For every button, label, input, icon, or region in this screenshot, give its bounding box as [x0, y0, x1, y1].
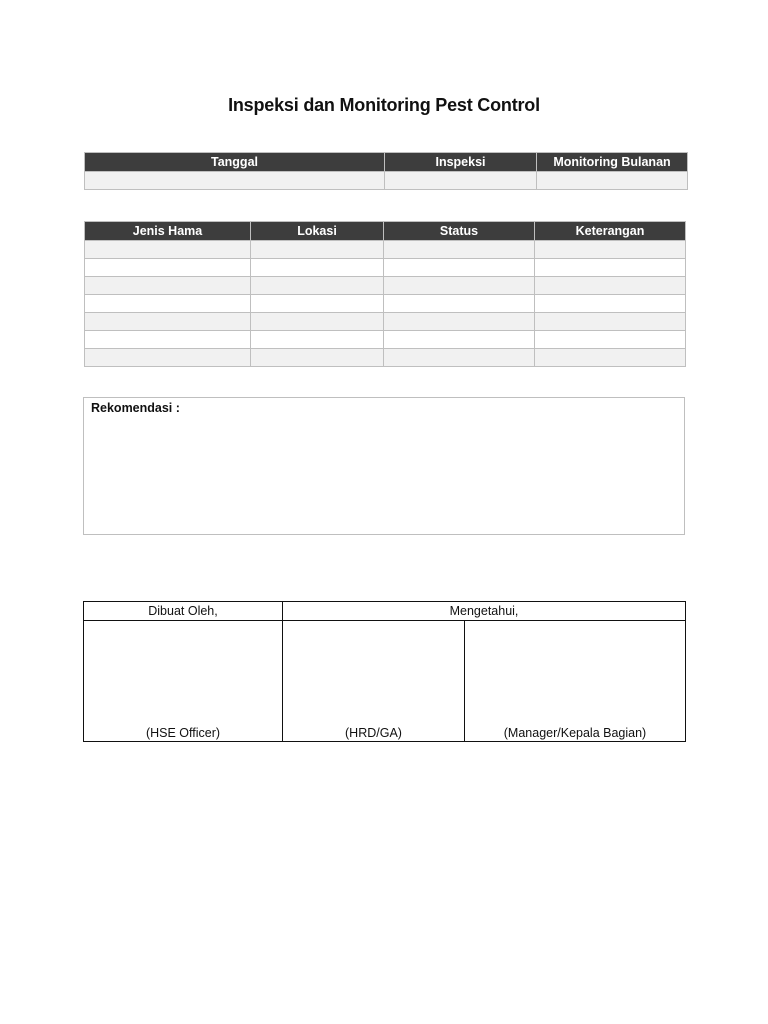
- cell-status[interactable]: [384, 295, 535, 313]
- role-hrd-ga: (HRD/GA): [345, 726, 402, 740]
- signature-table: [83, 601, 686, 742]
- pest-table-header: [85, 222, 686, 241]
- document-title: Inspeksi dan Monitoring Pest Control: [228, 95, 540, 115]
- cell-keterangan[interactable]: [535, 277, 686, 295]
- cell-jenis-hama[interactable]: [85, 349, 251, 367]
- cell-jenis-hama[interactable]: [85, 241, 251, 259]
- cell-keterangan[interactable]: [535, 313, 686, 331]
- cell-lokasi[interactable]: [251, 259, 384, 277]
- cell-jenis-hama[interactable]: [85, 313, 251, 331]
- cell-jenis-hama[interactable]: [85, 277, 251, 295]
- cell-status[interactable]: [384, 331, 535, 349]
- table-row: [85, 172, 688, 190]
- header-keterangan: Keterangan: [535, 222, 686, 241]
- signature-manager[interactable]: [465, 621, 686, 742]
- role-hse-officer: (HSE Officer): [145, 726, 221, 740]
- cell-status[interactable]: [384, 241, 535, 259]
- cell-status[interactable]: [384, 349, 535, 367]
- recommendation-box[interactable]: [83, 397, 685, 535]
- cell-inspeksi[interactable]: [385, 172, 537, 190]
- cell-lokasi[interactable]: [251, 295, 384, 313]
- role-manager: (Manager/Kepala Bagian): [503, 726, 647, 740]
- cell-keterangan[interactable]: [535, 331, 686, 349]
- acknowledged-label: Mengetahui,: [283, 602, 686, 621]
- cell-lokasi[interactable]: [251, 241, 384, 259]
- cell-lokasi[interactable]: [251, 313, 384, 331]
- cell-tanggal[interactable]: [85, 172, 385, 190]
- table-row: [85, 241, 686, 259]
- cell-status[interactable]: [384, 259, 535, 277]
- table-row: [85, 259, 686, 277]
- header-tanggal: Tanggal: [85, 153, 385, 172]
- recommendation-label: Rekomendasi :: [91, 401, 180, 415]
- inspection-table-header: [85, 153, 688, 172]
- cell-jenis-hama[interactable]: [85, 331, 251, 349]
- cell-keterangan[interactable]: [535, 295, 686, 313]
- created-by-label: Dibuat Oleh,: [84, 602, 283, 621]
- cell-jenis-hama[interactable]: [85, 259, 251, 277]
- signature-body-row: [84, 621, 686, 742]
- header-inspeksi: Inspeksi: [385, 153, 537, 172]
- table-row: [85, 313, 686, 331]
- table-row: [85, 277, 686, 295]
- cell-lokasi[interactable]: [251, 277, 384, 295]
- signature-hrd-ga[interactable]: [283, 621, 465, 742]
- cell-keterangan[interactable]: [535, 349, 686, 367]
- cell-jenis-hama[interactable]: [85, 295, 251, 313]
- cell-status[interactable]: [384, 277, 535, 295]
- signature-hse-officer[interactable]: [84, 621, 283, 742]
- cell-lokasi[interactable]: [251, 349, 384, 367]
- cell-lokasi[interactable]: [251, 331, 384, 349]
- cell-status[interactable]: [384, 313, 535, 331]
- cell-keterangan[interactable]: [535, 241, 686, 259]
- table-row: [85, 331, 686, 349]
- inspection-table: [84, 152, 688, 190]
- pest-table: [84, 221, 686, 367]
- header-lokasi: Lokasi: [251, 222, 384, 241]
- table-row: [85, 349, 686, 367]
- header-jenis-hama: Jenis Hama: [85, 222, 251, 241]
- table-row: [85, 295, 686, 313]
- cell-keterangan[interactable]: [535, 259, 686, 277]
- header-status: Status: [384, 222, 535, 241]
- signature-header-row: [84, 602, 686, 621]
- header-monitoring-bulanan: Monitoring Bulanan: [537, 153, 688, 172]
- cell-monitoring-bulanan[interactable]: [537, 172, 688, 190]
